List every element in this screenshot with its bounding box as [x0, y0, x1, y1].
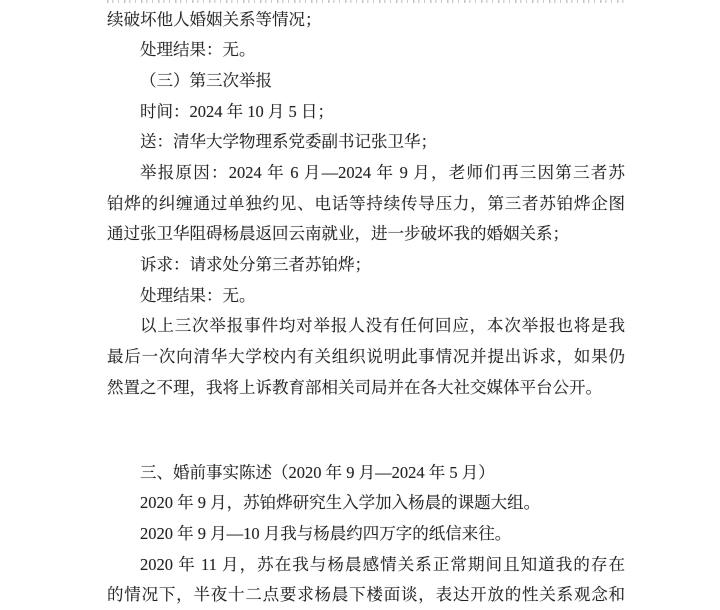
text-line: 2020 年 11 月，苏在我与杨晨感情关系正常期间且知道我的存在 [140, 554, 625, 574]
text-line: 诉求：请求处分第三者苏铂烨； [140, 255, 371, 275]
text-line: 处理结果：无。 [140, 40, 256, 60]
text-line: 送：清华大学物理系党委副书记张卫华； [140, 132, 437, 152]
text-line: 续破坏他人婚姻关系等情况； [107, 9, 322, 29]
text-line: 铂烨的纠缠通过单独约见、电话等持续传导压力，第三者苏铂烨企图 [107, 193, 625, 213]
text-line: 三、婚前事实陈述（2020 年 9 月—2024 年 5 月） [140, 462, 495, 482]
text-line: 通过张卫华阻碍杨晨返回云南就业，进一步破坏我的婚姻关系； [107, 224, 569, 244]
text-line: 时间：2024 年 10 月 5 日； [140, 101, 334, 121]
text-line: （三）第三次举报 [140, 70, 272, 90]
text-line: 的情况下，半夜十二点要求杨晨下楼面谈，表达开放的性关系观念和 [107, 585, 625, 605]
text-column [107, 0, 625, 610]
text-line: 举报原因：2024 年 6 月—2024 年 9 月，老师们再三因第三者苏 [140, 163, 625, 183]
text-line: 以上三次举报事件均对举报人没有任何回应，本次举报也将是我 [140, 316, 625, 336]
paragraph-gap [107, 404, 625, 458]
text-line: 最后一次向清华大学校内有关组织说明此事情况并提出诉求，如果仍 [107, 347, 625, 367]
text-line: 2020 年 9 月—10 月我与杨晨约四万字的纸信来往。 [140, 523, 512, 543]
text-line: 2020 年 9 月，苏铂烨研究生入学加入杨晨的课题大组。 [140, 493, 541, 513]
text-line: 处理结果：无。 [140, 285, 256, 305]
text-line: 然置之不理，我将上诉教育部相关司局并在各大社交媒体平台公开。 [107, 377, 602, 397]
